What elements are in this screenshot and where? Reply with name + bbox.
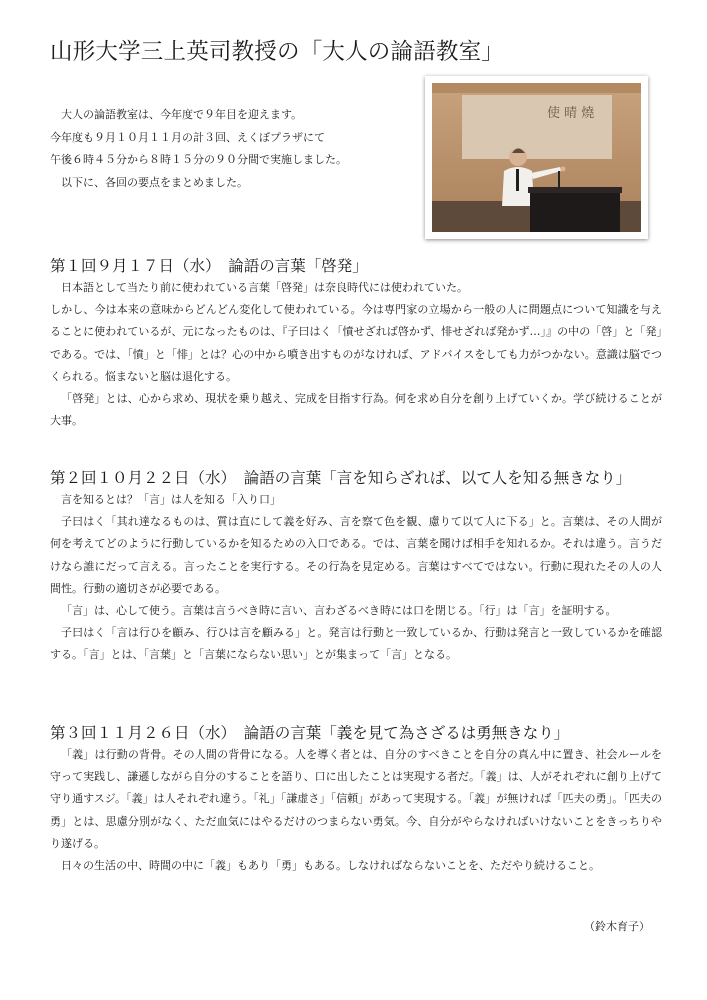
section-1-heading: 第１回９月１７日（水） 論語の言葉「啓発」 bbox=[50, 257, 368, 275]
whiteboard-text: 使 晴 燒 bbox=[547, 106, 595, 121]
paragraph: 日々の生活の中、時間の中に「義」もあり「勇」もある。しなければならないことを、ただやり続けること。 bbox=[61, 859, 600, 873]
paragraph: 子曰はく「其れ達なるものは、質は直にして義を好み、言を察て色を観、慮りて以て人に下る」と。言葉は、その人間が何を考えてどのように行動しているかを知るための入口である。では、言葉を聞けば相手を知れるか。それは違う。言うだけなら誰にだって言える。言ったことを実行する。その行為を見定める。言葉はすべてではない。行動に現れたその人の人間性。行動の適切さが必要である。 bbox=[50, 515, 662, 595]
author-credit: （鈴木育子） bbox=[584, 920, 650, 933]
page-title: 山形大学三上英司教授の「大人の論語教室」 bbox=[50, 39, 505, 65]
paragraph: 言を知るとは？「言」は人を知る「入り口」 bbox=[61, 493, 281, 506]
paragraph: 「言」は、心して使う。言葉は言うべき時に言い、言わざるべき時には口を閉じる。「行」は「言」を証明する。 bbox=[61, 604, 617, 618]
paragraph: しかし、今は本来の意味からどんどん変化して使われている。今は専門家の立場から一般の人に問題点について知識を与えることに使われているが、元になったものは、『子曰はく「憤せざれば啓かず、悱せざれば発かず…」』の中の「啓」と「発」である。では、「憤」と「悱」とは？心の中から噴き出すものがなければ、アドバイスをしても力がつかない。意識は脳でつくられる。悩まないと脳は退化する。 bbox=[50, 303, 662, 383]
intro-line: 今年度も９月１０月１１月の計３回、えくぼプラザにて bbox=[50, 130, 325, 144]
section-3 bbox=[50, 722, 662, 877]
section-1 bbox=[50, 255, 662, 432]
intro-line: 大人の論語教室は、今年度で９年目を迎えます。 bbox=[50, 108, 303, 121]
intro-line: 午後６時４５分から８時１５分の９０分間で実施しました。 bbox=[50, 153, 347, 166]
section-1-body bbox=[50, 277, 662, 432]
lecture-photo bbox=[425, 76, 648, 239]
lecture-photo-image bbox=[432, 83, 641, 232]
intro-line: 以下に、各回の要点をまとめました。 bbox=[50, 175, 248, 189]
section-3-heading: 第３回１１月２６日（水） 論語の言葉「義を見て為さざるは勇無きなり」 bbox=[50, 724, 570, 742]
paragraph: 子曰はく「言は行ひを顧み、行ひは言を顧みる」と。発言は行動と一致しているか、行動は発言と一致しているかを確認する。「言」とは、「言葉」と「言葉にならない思い」とが集まって「言」となる。 bbox=[50, 626, 662, 662]
section-2-body bbox=[50, 489, 662, 667]
section-3-body bbox=[50, 744, 662, 877]
paragraph: 日本語として当たり前に使われている言葉「啓発」は奈良時代には使われていた。 bbox=[61, 281, 468, 294]
intro-text bbox=[50, 104, 430, 194]
section-2-heading: 第２回１０月２２日（水） 論語の言葉「言を知らざれば、以て人を知る無きなり」 bbox=[50, 469, 632, 487]
section-2 bbox=[50, 467, 662, 667]
paragraph: 「啓発」とは、心から求め、現状を乗り越え、完成を目指す行為。何を求め自分を創り上げていくか。学び続けることが大事。 bbox=[50, 392, 662, 428]
paragraph: 「義」は行動の背骨。その人間の背骨になる。人を導く者とは、自分のすべきことを自分の真ん中に置き、社会ルールを守って実践し、謙遜しながら自分のすることを語り、口に出したことは実現する者だ。「義」は、人がそれぞれに創り上げて守り通すスジ。「義」は人それぞれ違う。「礼」「謙虚さ」「信頼」があって実現する。「義」が無ければ「匹夫の勇」。「匹夫の勇」とは、思慮分別がなく、ただ血気にはやるだけのつまらない勇気。今、自分がやらなければいけないことをきっちりやり遂げる。 bbox=[50, 748, 662, 850]
